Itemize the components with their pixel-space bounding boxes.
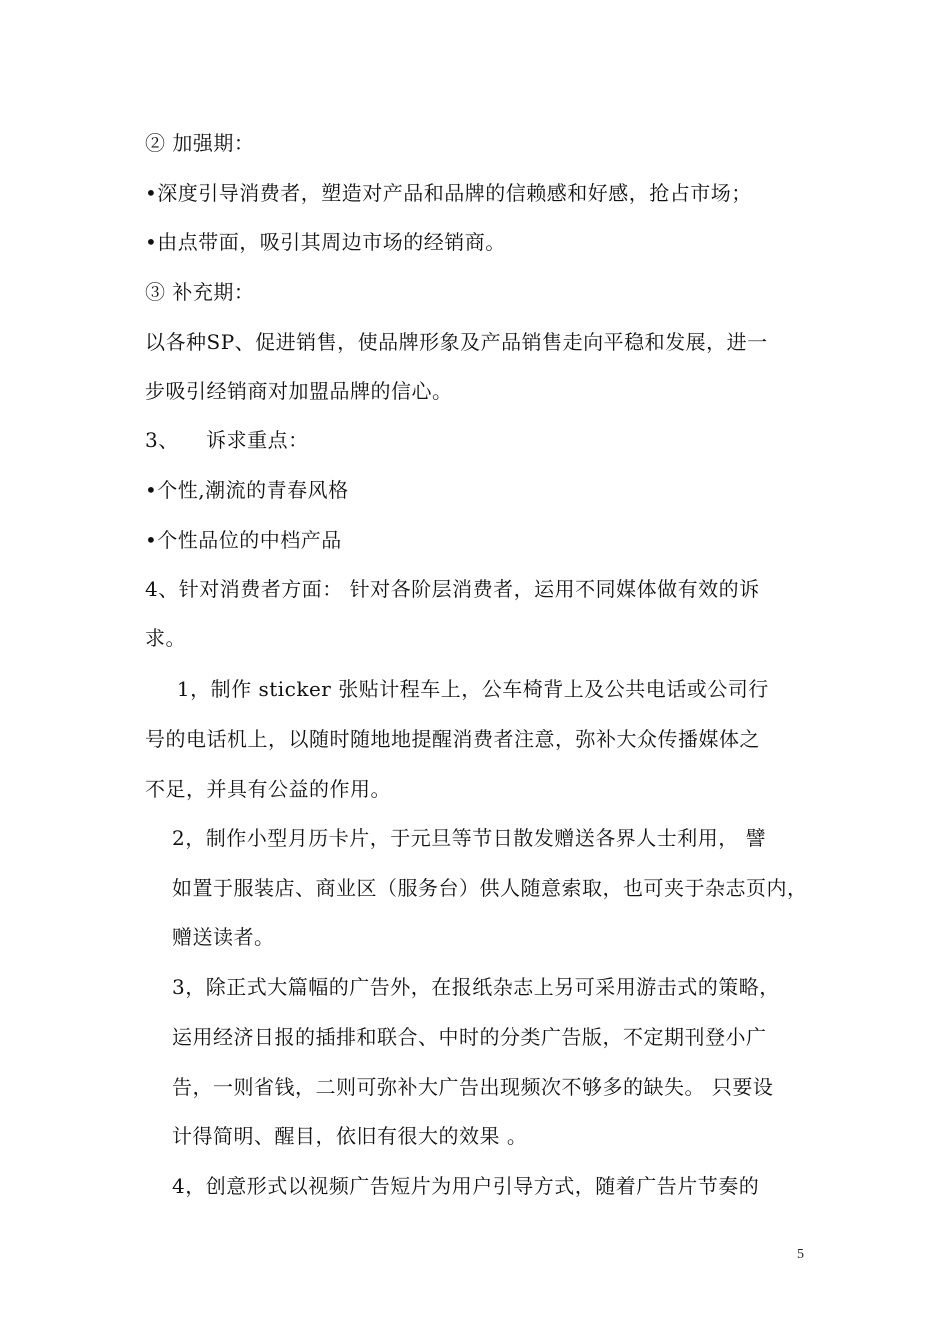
- text-line: 3、 诉求重点：: [145, 428, 309, 452]
- page-number: 5: [797, 1247, 804, 1262]
- text-line: 计得简明、醒目，依旧有很大的效果 。: [172, 1124, 528, 1148]
- text-line: 4，创意形式以视频广告短片为用户引导方式，随着广告片节奏的: [172, 1174, 760, 1198]
- text-line: 以各种SP、促进销售，使品牌形象及产品销售走向平稳和发展，进一: [145, 330, 768, 354]
- text-line: 步吸引经销商对加盟品牌的信心。: [145, 379, 453, 403]
- text-line: 赠送读者。: [172, 925, 275, 949]
- text-line: 4、针对消费者方面： 针对各阶层消费者，运用不同媒体做有效的诉: [145, 577, 760, 601]
- text-line: 2，制作小型月历卡片，于元旦等节日散发赠送各界人士利用， 譬: [172, 826, 767, 850]
- text-line: ③ 补充期：: [145, 280, 255, 304]
- text-line: 告，一则省钱，二则可弥补大广告出现频次不够多的缺失。 只要设: [172, 1075, 774, 1099]
- text-line: 号的电话机上，以随时随地地提醒消费者注意，弥补大众传播媒体之: [145, 727, 760, 751]
- text-line: •深度引导消费者，塑造对产品和品牌的信赖感和好感，抢占市场；: [145, 181, 752, 205]
- text-line: ② 加强期：: [145, 131, 255, 155]
- text-line: 1，制作 sticker 张贴计程车上，公车椅背上及公共电话或公司行: [170, 677, 769, 701]
- text-line: •个性品位的中档产品: [145, 528, 342, 552]
- text-line: 3，除正式大篇幅的广告外，在报纸杂志上另可采用游击式的策略，: [172, 975, 780, 999]
- text-line: •个性,潮流的青春风格: [145, 478, 349, 502]
- text-line: 求。: [145, 626, 186, 650]
- text-line: 运用经济日报的插排和联合、中时的分类广告版，不定期刊登小广: [172, 1025, 767, 1049]
- text-line: •由点带面，吸引其周边市场的经销商。: [145, 230, 506, 254]
- text-line: 不足，并具有公益的作用。: [145, 777, 391, 801]
- text-line: 如置于服装店、商业区（服务台）供人随意索取，也可夹于杂志页内，: [172, 876, 808, 900]
